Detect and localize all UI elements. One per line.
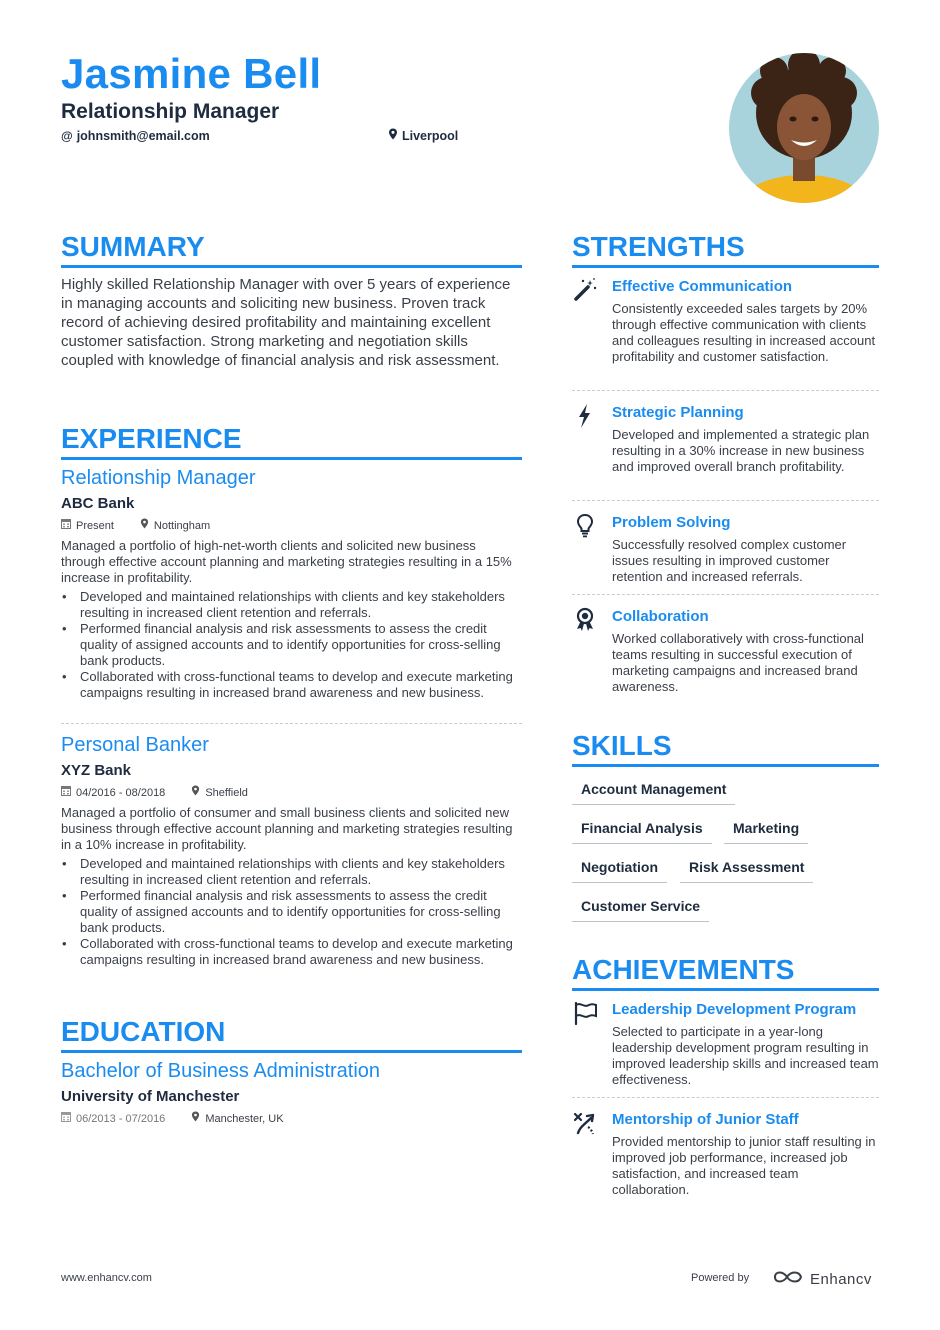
enhancv-logo-icon — [771, 1268, 805, 1291]
job-title: Personal Banker — [61, 734, 209, 756]
job-location: Nottingham — [153, 519, 211, 532]
job-description: Managed a portfolio of high-net-worth clients and solicited new business through effective account planning and marketing strategies resulting in a 15% increase in profitability. — [61, 538, 512, 585]
lightning-bolt-icon — [572, 403, 612, 475]
strengths-heading: STRENGTHS — [572, 231, 879, 268]
strength-title: Strategic Planning — [612, 404, 744, 421]
lightbulb-icon — [572, 513, 612, 585]
map-pin-icon — [191, 1111, 200, 1126]
skill-tag: Negotiation — [572, 858, 667, 883]
strength-item — [572, 607, 879, 695]
summary-heading: SUMMARY — [61, 231, 522, 268]
strength-item — [572, 403, 879, 475]
location-text: Liverpool — [402, 129, 459, 143]
divider — [61, 723, 522, 724]
award-ribbon-icon — [572, 607, 612, 695]
strength-title: Problem Solving — [612, 514, 731, 531]
job-meta — [61, 785, 522, 800]
strength-title: Effective Communication — [612, 278, 793, 295]
education-location: Manchester, UK — [205, 1112, 284, 1125]
education-meta — [61, 1111, 522, 1126]
job-dates: 04/2016 - 08/2018 — [76, 786, 166, 799]
candidate-name: Jasmine Bell — [61, 50, 322, 97]
job-location: Sheffield — [205, 786, 248, 799]
achievement-description: Selected to participate in a year-long leadership development program resulting in improved leadership skills and increased team effectiveness. — [612, 1024, 879, 1087]
enhancv-logo — [771, 1268, 872, 1291]
job-description: Managed a portfolio of consumer and small business clients and solicited new business through effective account planning and marketing strategies resulting in a 10% increase in profitability. — [61, 805, 513, 852]
divider — [572, 500, 879, 501]
job-bullets — [61, 589, 522, 701]
skill-tag: Risk Assessment — [680, 858, 813, 883]
achievement-title: Leadership Development Program — [612, 1001, 857, 1018]
list-item: • Performed financial analysis and risk assessments to assess the credit quality of assigned accounts and to identify opportunities for cross-selling bank products. — [61, 621, 522, 669]
skill-tag: Marketing — [724, 819, 808, 844]
at-icon: @ — [61, 129, 73, 143]
education-entry — [61, 1059, 522, 1126]
skill-tag: Account Management — [572, 780, 735, 805]
education-dates: 06/2013 - 07/2016 — [76, 1112, 166, 1125]
divider — [572, 390, 879, 391]
job-bullets — [61, 856, 522, 968]
list-item: • Performed financial analysis and risk assessments to assess the credit quality of assigned accounts and to identify opportunities for cross-selling bank products. — [61, 888, 522, 936]
skill-tag: Customer Service — [572, 897, 709, 922]
strength-description: Consistently exceeded sales targets by 20% through effective communication with clients and colleagues resulting in increased account profitability and customer satisfaction. — [612, 301, 876, 364]
map-pin-icon — [388, 128, 398, 144]
achievements-heading: ACHIEVEMENTS — [572, 954, 879, 991]
job-meta — [61, 518, 522, 533]
footer-website[interactable]: www.enhancv.com — [61, 1272, 152, 1284]
calendar-icon — [61, 785, 71, 800]
list-item: • Developed and maintained relationships with clients and key stakeholders resulting in increased client retention and referrals. — [61, 856, 522, 888]
list-item: • Collaborated with cross-functional teams to develop and execute marketing campaigns resulting in increased brand awareness and new business. — [61, 936, 522, 968]
skills-heading: SKILLS — [572, 730, 879, 767]
list-item: • Developed and maintained relationships with clients and key stakeholders resulting in increased client retention and referrals. — [61, 589, 522, 621]
experience-heading: EXPERIENCE — [61, 423, 522, 460]
footer-powered-by: Powered by — [691, 1272, 750, 1284]
job-entry — [61, 466, 522, 701]
job-entry — [61, 733, 522, 968]
magic-wand-icon — [572, 277, 612, 365]
divider — [572, 594, 879, 595]
divider — [572, 1097, 879, 1098]
strength-item — [572, 277, 879, 365]
job-company: XYZ Bank — [61, 762, 132, 779]
job-company: ABC Bank — [61, 495, 135, 512]
list-item: • Collaborated with cross-functional teams to develop and execute marketing campaigns resulting in increased brand awareness and new business. — [61, 669, 522, 701]
skill-tag: Financial Analysis — [572, 819, 712, 844]
school-name: University of Manchester — [61, 1088, 240, 1105]
contact-email — [61, 128, 210, 144]
map-pin-icon — [140, 518, 149, 533]
strength-item — [572, 513, 879, 585]
job-dates: Present — [76, 519, 114, 532]
achievement-item — [572, 1000, 879, 1088]
degree-title: Bachelor of Business Administration — [61, 1060, 381, 1082]
email-text: johnsmith@email.com — [76, 129, 210, 143]
achievement-title: Mentorship of Junior Staff — [612, 1111, 799, 1128]
strength-description: Successfully resolved complex customer issues resulting in improved customer retention and increased referrals. — [612, 537, 847, 584]
contact-location — [388, 128, 458, 144]
job-title: Relationship Manager — [61, 467, 256, 489]
strength-description: Developed and implemented a strategic plan resulting in a 30% increase in new business and improved overall branch profitability. — [612, 427, 870, 474]
achievement-description: Provided mentorship to junior staff resulting in improved job performance, increased job satisfaction, and increased team collaboration. — [612, 1134, 876, 1197]
summary-text: Highly skilled Relationship Manager with over 5 years of experience in managing accounts and soliciting new business. Proven track record of achieving desired profitability and maintaining excellent customer satisfaction. Strong marketing and negotiation skills coupled with knowledge of financial analysis and risk assessment. — [61, 276, 511, 369]
flag-icon — [572, 1000, 612, 1088]
avatar — [729, 53, 879, 203]
achievement-item — [572, 1110, 879, 1198]
calendar-icon — [61, 1111, 71, 1126]
strength-description: Worked collaboratively with cross-functional teams resulting in successful execution of marketing campaigns and increased brand awareness. — [612, 631, 864, 694]
candidate-title: Relationship Manager — [61, 100, 280, 123]
calendar-icon — [61, 518, 71, 533]
education-heading: EDUCATION — [61, 1016, 522, 1053]
strength-title: Collaboration — [612, 608, 709, 625]
map-pin-icon — [191, 785, 200, 800]
enhancv-brand-text: Enhancv — [810, 1271, 872, 1288]
mentorship-arrows-icon — [572, 1110, 612, 1198]
